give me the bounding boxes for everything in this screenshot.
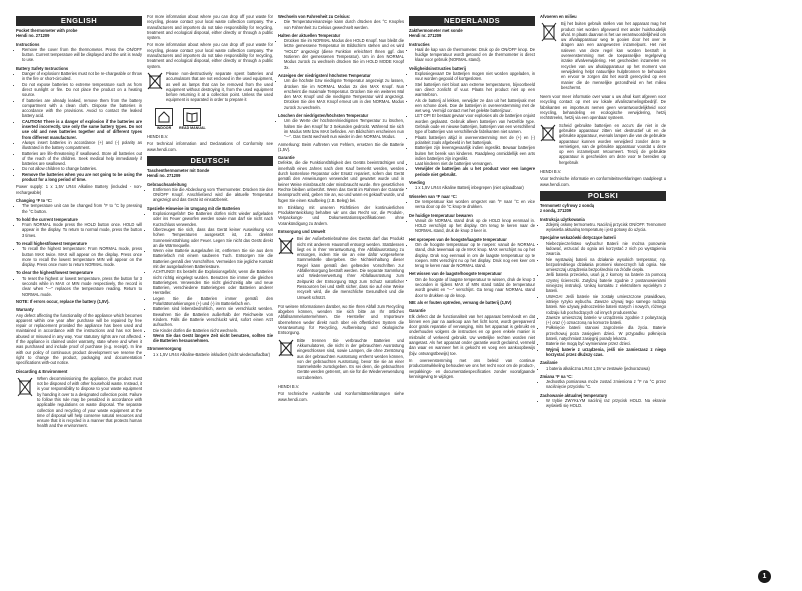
zmiana-list [540, 379, 666, 390]
technical-info: Voor technische informatie en conformiteitsverklaringen raadpleegt u www.hendi.com. [540, 176, 666, 187]
note: NOTE: If errors occur, replace the battery (1,5V). [16, 298, 110, 304]
book-icon [183, 108, 201, 126]
column-4 [409, 14, 535, 381]
list-item: • Stel batterijen niet bloot aan extreme temperaturen, bijvoorbeeld van direct zonlicht of vuur. Plaats het product niet op een warmtebron. [415, 82, 535, 98]
indoor-label: INDOOR [156, 125, 172, 130]
list-item: • W trybie ZWYKŁYM naciśnij raz przycisk HOLD. Na ekranie wyświetli się HOLD. [546, 398, 666, 409]
section-heading: Discarding & Environment [16, 368, 68, 374]
list-item: • Baterie nie mogą być wymieniane przez dzieci. [546, 341, 666, 346]
lang-header-english: ENGLISH [16, 16, 142, 26]
model-number: z sondą, 271209 [540, 208, 572, 214]
section-heading: Zasilanie [540, 360, 558, 366]
section-heading: Halten der aktuellen Temperatur [278, 32, 341, 38]
section-heading: Instructies [409, 41, 430, 47]
wissen-list [409, 277, 535, 298]
list-item: • CAUTION! There is a danger of explosion if the batteries are inserted incorrectly. Use only the same battery types. Do not use old and new batteries together and of different types from different manufacturer. [22, 119, 142, 140]
crossed-bin-icon [278, 338, 294, 358]
list-item: • Haal de kap van de thermometer. Druk op de ON/OFF knop. De huidige temperatuur wordt getoond en de thermometer is direct klaar voor gebruik (NORMAL stand). [415, 47, 535, 63]
disposal-text-3: For more information about where you can drop off your waste for recycling, please contact your local waste collection company. The manufacturers and importers do not take responsibility for recycling, treatment and ecological disposal, either directly or through a public system. [147, 42, 273, 69]
list-item: • Entfernen Sie die Abdeckung vom Thermometer. Drücken Sie den ON/OFF Knopf. Anschließend wird die aktuelle Temperatur angezeigt und das Gerät ist einsatzbereit. [153, 187, 273, 203]
disposal-text: Bei der Außerbetriebnahme des Geräts darf das Produkt nicht mit anderem Hausmüll entsorgt werden. Stattdessen liegt es in Ihrer Verantwortung, Ihre Abfallausrüstung zu entsorgen, indem Sie sie an eine dafür vorgesehene Sammelstelle übergeben. Die Nichteinhaltung dieser Regel kann gemäß den geltenden Vorschriften zur Abfallentsorgung bestraft werden. Die separate Sammlung und Wiederverwertung Ihrer Abfallausrüstung zum Zeitpunkt der Entsorgung trägt zum Schutz natürlicher Ressourcen bei und stellt sicher, dass sie auf eine Weise recycelt wird, die die menschliche Gesundheit und die Umwelt schützt. [297, 236, 404, 300]
list-item: • The temperature unit can be changed from °F to °C by pressing the °C button. [22, 203, 142, 214]
section-heading: Wechseln von Fahrenheit zu Celsius: [278, 14, 351, 19]
column-1 [16, 14, 142, 433]
list-item: • 1 bateria alkaliczna LR44 1,5V w zestawie (jednorazowa) [546, 366, 666, 371]
list-item: • Die Temperatureinanzeige kann durch drücken des °C Knopfes von Fahrenheit zu Celsius gewechselt werden. [284, 19, 404, 30]
list-item: • Legen Sie die Batterien immer gemäß den Polaritätsmarkierungen (+) und (-) im Batteriefach ein. [153, 296, 273, 307]
list-item: • Zawsze umieszczaj baterie w urządzeniu zgodnie z polaryzacją (+) oraz (-) oznaczoną na komorze baterii. [546, 315, 666, 326]
section-heading: Gebrauchsanleitung [147, 181, 187, 187]
section-heading: Wisselen van °F naar °C: [409, 193, 458, 199]
list-item: • Um die Werte der höchsten/niedrigsten Temperatur zu löschen, halten Sie den Knopf für 3 Sekunden gedrückt. Während Sie sich im Modus MIN bzw MAX befinden. Am Bildschirm erscheinen nun "---". Das Gerät wechselt nun wieder in den NORMAL Modus. [284, 118, 404, 139]
list-item: • Do not allow children to change batteries. [22, 166, 142, 171]
list-item: • Laat kinderen niet de batterijen vervangen. [415, 161, 535, 166]
warranty-text-2: Im Einklang mit unseren Richtlinien der kontinuierlichen Produktentwicklung behalten wir uns das Recht vor, die Produkt-, Verpackungs- und Dokumentationsspezifikationen ohne Vorankündigung zu ändern. [278, 204, 404, 226]
oproepen-list [409, 242, 535, 268]
section-heading: Veiligheidsinstructies batterij [409, 65, 466, 71]
model-number: Hendi no. 271209 [147, 173, 181, 179]
technical-info: For technical information and Declarations of Conformity see www.hendi.com. [147, 141, 273, 152]
section-heading: Stromversorgung [147, 346, 182, 352]
vast-list [409, 218, 535, 234]
power-supply: Power supply: 1 x 1,5V LR44 Alkaline Battery (included - non-rechargeable) [16, 184, 142, 195]
list-item: • Jeśli bateria przecieka, usuń ją z komory na baterie za pomocą czystej ściereczki. Zutylizuj baterie zgodnie z postanowieniami niniejszej instrukcji. Unikaj kontaktu z elektrolitem wyciekłym z baterii. [546, 272, 666, 293]
zachowanie-list [540, 398, 666, 409]
list-item: • Zdejmij osłonę termometru. Naciśnij przycisk ON/OFF. Termometr wyświetla aktualną temperaturę i jest gotowy do użycia. [546, 222, 666, 233]
list-item: • Wyjmij baterie z urządzenia, jeśli nie zamierzasz z niego korzystać przez dłuższy czas. [546, 347, 666, 358]
section-heading: Garantie [278, 155, 295, 161]
section-heading: Het oproepen van de hoogste/laagste temperatuur [409, 236, 507, 242]
section-heading: Specjalne wskazówki dotyczące baterii [540, 235, 616, 241]
section-heading: Entsorgung und Umwelt [278, 228, 326, 234]
list-item: • Batterien sind lebensbedrohlich, wenn sie verschluckt werden. Bewahren Sie die Batterien außerhalb der Reichweite von Kindern. Falls die Batterie verschluckt wird, sofort einen Arzt aufsuchen. [153, 306, 273, 327]
model-number: Hendi no. 271209 [16, 33, 50, 39]
list-item: • Die Kinder dürfen die Batterien nicht wechseln. [153, 328, 273, 333]
section-heading: Zmiana °F na °C: [540, 373, 573, 379]
list-item: • Batteries are life-threatening if swallowed. Store all batteries out of the reach of the children. Seek medical help immediately if batteries are swallowed. [22, 151, 142, 167]
list-item: • Plaats batterijen altijd in overeenstemming met de (+) en (-) polariteit zoals afgebeeld in het batterijvak. [415, 135, 535, 146]
product-title: Taschenthermometer mit Sonde [147, 167, 210, 173]
list-item: • Überzeugen Sie sich, dass das Gerät keiner Auswirkung von hohen Temperaturen ausgesetzt ist, z.B. direkter Sonneneinstrahlung oder Feuer. Legen Sie nicht das Gerät direkt an die Wärmequelle. [153, 227, 273, 248]
disposal-text: Bij het buiten gebruik stellen van het apparaat mag het product niet worden afgevoerd met ander huishoudelijk afval. In plaats daarvan is het uw verantwoordelijkheid om uw afvalapparatuur weg te gooien door het over te dragen aan een aangewezen inzamelpunt. Het niet naleven van deze regel kan worden bestraft in overeenstemming met de toepasselijke regelgeving inzake afvalverwijdering. Het gescheiden inzamelen en recyclen van uw afvalapparatuur op het moment van verwijdering helpt natuurlijke hulpbronnen te behouden en ervoor te zorgen dat het wordt gerecycled op een manier die de menselijke gezondheid en het milieu beschermt. [561, 21, 666, 90]
list-item: • Danger of explosion! Batteries must not be re-chargeable or throw in the fire or short-circuited. [22, 71, 142, 82]
battery-disposal-block [278, 338, 404, 382]
list-item: • Verwijder de batterijen als u het product voor een langere periode niet gebruikt. [415, 166, 535, 177]
model-number: Hendi nr. 271209 [409, 33, 442, 39]
anzeigen-list [278, 78, 404, 110]
section-heading: To hold the current temperature [16, 216, 78, 222]
section-heading: Löschen der niedrigsten/höchsten Temperatur [278, 113, 369, 119]
read-manual-label: READ MANUAL [179, 125, 206, 130]
company-name: HENDI B.V. [278, 384, 300, 389]
read-manual-icon-box [179, 108, 206, 131]
section-heading: Battery Safety Instructions [16, 65, 69, 71]
crossed-bin-icon [540, 21, 558, 43]
product-title: Termometr cyfrowy z sondą [540, 202, 595, 208]
power-list [147, 352, 273, 357]
list-item: • 1 x 1,5V LR44 Alkaline Batterij inbegrepen (niet oplaadbaar) [415, 185, 535, 190]
lang-header-deutsch: DEUTSCH [147, 156, 273, 166]
wechsel-list [278, 19, 404, 30]
disposal-block [278, 236, 404, 302]
list-item: • Do not expose batteries to extreme temperature such as from direct sunlight or fire. Do not place the product on a heating source. [22, 82, 142, 98]
recall-list [16, 246, 142, 267]
section-heading: Changing °F to °C: [16, 197, 53, 203]
list-item: • To recall the highest temperature: From NORMAL mode, press button MAX twice. MAX will appear on the display. Press once more to recall the lowest temperature MIN will appear on the display. Press once more to return NORMAL mode. [22, 246, 142, 267]
disposal-text: When decommissioning the appliance, the product must not be disposed of with other household waste. Instead, it is your responsibility to dispose to your waste equipment by handing it over to a designated collection point. Failure to follow this rule may be penalized in accordance with applicable regulations on waste disposal. The separate collection and recycling of your waste equipment at the time of disposal will help conserve natural resources and ensure that it is recycled in a manner that protects human health and the environment. [37, 375, 142, 429]
column-5 [540, 14, 666, 411]
disposal-block [16, 376, 142, 431]
section-heading: Voeding [409, 180, 425, 186]
halten-list [278, 38, 404, 70]
list-item: • Połknięcie baterii stanowi zagrożenie dla życia. Baterie przechowuj poza zasięgiem dzieci. W przypadku połknięcia baterii, natychmiast zasięgnij porady lekarza. [546, 325, 666, 341]
crossed-bin-icon [278, 236, 294, 256]
list-item: • Jednostka pomiarowa może zostać zmieniona z °F na °C przez naciśnięcie przycisku °C. [546, 379, 666, 390]
note: NB: als er fouten optreden, vervang de batterij (1,5V) [409, 299, 512, 305]
battery-disposal-text: Please non-destructively separate spent batteries and accumulators that are not enclosed in the used equipment, as well as lamps that can be removed from the used equipment without destroying it, from the used equipment before returning it at a collection point. Unless the used equipment is separated in order to prepare it [166, 70, 273, 103]
column-2 [147, 14, 273, 359]
section-heading: Zachowanie aktualnej temperatury [540, 392, 608, 398]
section-heading: Het wissen van de laagste/hoogste temperatuur [409, 271, 502, 277]
indoor-icon-box [155, 108, 173, 131]
list-item: • Remove the batteries when you are not going to be using the product for a long period of time. [22, 172, 142, 183]
section-heading: Garantie [409, 308, 426, 314]
zasilanie-list [540, 366, 666, 371]
instructions-list [409, 47, 535, 63]
change-list [16, 203, 142, 214]
list-item: • If batteries are already leaked, remove them from the battery compartment with a clean cloth. Dispose the batteries in accordance with the provisions. Avoid to contact the leaked battery acid. [22, 98, 142, 119]
section-heading: De huidige temperatuur bewaren [409, 212, 473, 218]
note: Anmerkung: Beim Auftreten von Fehlern, ersetzen Sie die Batterie (1,5V). [278, 141, 404, 152]
hold-list [16, 222, 142, 238]
usage-icons [155, 108, 273, 131]
instructions-list [540, 222, 666, 233]
crossed-bin-icon [540, 123, 556, 143]
list-item: • LET OP! Er bestaat gevaar voor explosies als de batterijen onjuist worden geplaatst. Gebruik alleen batterijen van hetzelfde type. Gebruik oude en nieuwe batterijen, batterijen van een verschillend type of batterijen van verschillende fabrikanten niet samen. [415, 113, 535, 134]
product-title: Zakthermometer met sonde [409, 28, 463, 33]
crossed-bin-icon [147, 71, 163, 91]
section-heading: To clear the highest/lowest temperature [16, 270, 94, 276]
battery-safety-list [409, 71, 535, 177]
list-item: • Always insert batteries in accordance (+) and (-) polarity as illustrated in the battery compartment. [22, 140, 142, 151]
list-item: • Um die höchste bzw niedrigste Temperatur angezeigt zu lassen, drücken Sie im NORMAL Modus 2x den MAX Knopf. Nun erscheint die maximale Temperatur. Drücken Sie ein weiteres Mal den MAX Knopf und die niedrigste Temperatur wird angezeigt. Drücken Sie den MAX Knopf erneut um in den NORMAL Modus zurück zu wechseln. [284, 78, 404, 110]
section-heading: Anzeigen der niedrigsten/ höchsten Temperatur [278, 72, 371, 78]
list-item: • To reset the highest or lowest temperature, press the button for 3 seconds while in MAX or MIN mode respectively, the record is clear when "---" replaces the temperature reading. Return to NORMAL mode. [22, 276, 142, 297]
loschen-list [278, 118, 404, 139]
instructions-list [16, 47, 142, 63]
column-3 [278, 14, 404, 404]
company-name: HENDI B.V. [540, 169, 562, 175]
disposal-text-2: Neem voor meer informatie over waar u uw afval kunt afgeven voor recycling contact op met uw lokale afvalinzamelingsbedrijf. De fabrikanten en importeurs nemen geen verantwoordelijkheid voor recycling, behandeling en ecologische verwijdering, hetzij rechtstreeks, hetzij via een openbaar systeem. [540, 94, 666, 121]
disposal-text-2: Für weitere Informationen darüber, wo Sie Ihren Abfall zum Recycling abgeben können, wenden Sie sich bitte an Ihr örtliches Abfallsammelunternehmen. Die Hersteller und Importeure übernehmen weder direkt noch über ein öffentliches System die Verantwortung für Recycling, Aufbereitung und ökologische Entsorgung. [278, 303, 404, 336]
battery-disposal-block [147, 71, 273, 105]
company-name: HENDI B.V. [147, 134, 169, 140]
crossed-bin-icon [16, 376, 34, 398]
list-item: • Als de batterij al lekken, verwijder ze dan uit het batterijvak met een schone doek. Doe de batterijen in overeenstemming met de wet weg. Vermijd contact met het gelekte batterijzuur. [415, 98, 535, 114]
technical-info: Für technische Auskünfte und Konformitätserklärungen siehe www.hendi.com. [278, 391, 404, 402]
battery-disposal-text: Scheid gebruikte batterijen en accu's die niet in de gebruikte apparatuur zitten niet destructief uit en de gebruikte apparatuur, evenals lampen die van de gebruikte apparatuur kunnen worden verwijderd zonder deze te vernietigen, van de gebruikte apparatuur voordat u deze op een inzamelpunt retourneert. Tenzij de gebruikte apparatuur is gescheiden om deze voor te bereiden op hergebruik [559, 122, 666, 165]
warranty-text: Elk defect dat de functionaliteit van het apparaat beïnvloedt en dat binnen een jaar na aankoop aan het licht komt, wordt gerepareerd door gratis reparatie of vervanging, mits het apparaat is gebruikt en onderhouden volgens de instructies en op geen enkele manier is misbruikt of verkeerd gebruikt. Uw wettelijke rechten worden niet aangetast. Als het apparaat onder garantie wordt geclaimd, vermeld dan waar en wanneer het is gekocht en voeg een aankoopbewijs (bijv. ontvangstbewijs) toe. [409, 313, 535, 356]
product-title: Pocket thermometer with probe [16, 28, 78, 33]
wissel-list [409, 199, 535, 210]
list-item: • Wenn eine Batterie ausgelaufen ist, entfernen Sie sie aus dem Batteriefach mit einem sauberen Tuch. Entsorgen Sie die Batterien gemäß den Vorschriften. Vermeiden Sie jegliche Kontakt mit der ausgelaufenen Batteriesäure. [153, 248, 273, 269]
lang-header-polski: POLSKI [540, 191, 666, 201]
warranty-text-2: In overeenstemming met ons beleid van continue productontwikkeling behouden we ons het recht voor om de product-, verpakkings- en documentatiespecificaties zonder voorafgaande kennisgeving te wijzigen. [409, 357, 535, 379]
warranty-text: Any defect affecting the functionality of the appliance which becomes apparent within one year after purchase will be repaired by free repair or replacement provided the appliance has been used and maintained in accordance with the instructions and has not been abused or misused in any way. Your statutory rights are not affected. If the appliance is claimed under warranty, state where and when it was purchased and include proof of purchase (e.g. receipt). In line with our policy of continuous product development we reserve the right to change the product, packaging and documentation specifications with-out notice. [16, 312, 142, 366]
instructions-list [147, 187, 273, 203]
house-icon [155, 108, 173, 126]
list-item: • Wenn Sie das Gerät längere Zeit nicht benutzen, sollten Sie die Batterien herausnehmen. [153, 333, 273, 344]
list-item: • ACHTUNG!! Es besteht die Explosionsgefahr, wenn die Batterien nicht richtig eingelegt wurden. Benutzen Sie immer die gleichen Batterietypen. Verwenden Sie nicht gleichzeitig alte und neue Batterien, verschiedene Batterietypen oder Batterien anderer Hersteller. [153, 269, 273, 295]
list-item: • Explosiegevaar! De batterijen mogen niet worden opgeladen, in vuur worden gegooid of kortgesloten. [415, 71, 535, 82]
list-item: • Om de hoogste of laagste temperatuur te wissen, druk de knop 3 seconden in tijdens MAX of MIN stand totdat de temperatuur wordt gewist en "---" verschijnt. Ga terug naar NORMAL stand door te drukken op de knop. [415, 277, 535, 298]
list-item: • Explosionsgefahr! Die Batterien dürfen nicht wieder aufgeladen oder ins Feuer geworfen werden sowie man darf sie nicht nach Kurzschluss verwenden. [153, 211, 273, 227]
battery-safety-list [16, 71, 142, 182]
voeding-list [409, 185, 535, 190]
section-heading: Warranty [16, 307, 34, 313]
list-item: • From NORMAL mode press the HOLD button once. HOLD will appear in the display. To return to normal mode, press the button 3 times. [22, 222, 142, 238]
list-item: • Drücken Sie im NORMAL Modus den HOLD Knopf. Nun bleibt die letzte gemessene Temperatur im Bildschirm stehen und es wird "HOLD" angezeigt (diese Funktion erleichtert Ihnen ggf. das Notieren der gemessenen Temperatur). Um in den NORMAL Modus zurück zu wechseln drücken Sie im HOLD MODE Knopf 3x. [284, 38, 404, 70]
disposal-text-2: For more information about where you can drop off your waste for recycling, please contact your local waste collection company. The manufacturers and importers do not take responsibility for recycling, treatment and ecological disposal, either directly or through a public system. [147, 14, 273, 41]
list-item: • Nie wystawiaj baterii na działanie wysokich temperatur, np. bezpośredniego działania promieni słonecznych lub ognia. Nie umieszczaj urządzenia bezpośrednio na źródle ciepła. [546, 257, 666, 273]
section-heading: Afvoeren en milieu [540, 14, 577, 19]
section-heading: Spezielle Hinweise im Umgang mit die Batterien [147, 205, 241, 211]
section-heading: To recall highest/lowest temperature [16, 240, 87, 246]
lang-header-nederlands: NEDERLANDS [409, 16, 535, 26]
battery-disposal-text: Bitte trennen Sie verbrauchte Batterien und Akkumulatoren, die nicht in der gebrauchten Ausrüstung eingeschlossen sind, sowie Lampen, die ohne Zerstörung aus der gebrauchten Ausrüstung entfernt werden können, von der gebrauchten Ausrüstung, bevor Sie sie an einer Sammelstelle zurückgeben. Es sei denn, die gebrauchten Geräte werden getrennt, um sie für die Wiederverwendung vorzubereiten. [297, 337, 404, 380]
list-item: • 1 x 1,5V LR44 Alkaline-Batterie inkludiert (nicht wiederaufladbar) [153, 352, 273, 357]
page-number: 1 [758, 570, 771, 583]
warranty-text: Defekte, die die Funktionsfähigkeit des Geräts beeinträchtigen und innerhalb eines Jahres nach dem Kauf bemerkt werden, werden durch kostenlose Reparatur oder Ersatz repariert, sofern das Gerät gemäß den Anweisungen verwendet und gewartet wurde und in keiner Weise missbraucht oder missbraucht wurde. Ihre gesetzlichen Rechte bleiben unberührt. Wenn das Gerät im Rahmen der Garantie beansprucht wird, geben Sie an, wo und wann es gekauft wurde, und fügen Sie einen Kaufbeleg (z.B. Beleg) bei. [278, 160, 404, 203]
list-item: • Vanuit de NORMAL stand druk op de HOLD knop eenmaal in. HOLD verschijnt op het display. Om terug te keren naar de NORMAL stand, druk de knop 3 keer in. [415, 218, 535, 234]
clear-list [16, 276, 142, 297]
disposal-block [540, 21, 666, 92]
list-item: • Niebezpieczeństwo wybuchu! Baterii nie można ponownie ładować, wrzucać do ognia ani korzystać z nich po wystąpieniu zwarcia. [546, 241, 666, 257]
list-item: • Remove the cover from the thermometer. Press the ON/OFF button. Current temperature will be displayed and the unit is ready to use. [22, 47, 142, 63]
list-item: • Om de hoogste temperatuur op te roepen: vanuit de NORMAL stand, druk tweemaal op de MAX knop. MAX verschijnt nu op het display. Druk nog eenmaal in om de laagste temperatuur op te roepen. MIN verschijnt nu op het display. Druk nog een keer om terug te keren naar de NORMAL stand. [415, 242, 535, 268]
battery-disposal-block [540, 123, 666, 167]
list-item: • De temperatuur kan worden omgezet van °F naar °C en vice versa door op de °C knop te drukken. [415, 199, 535, 210]
list-item: • Batterijen zijn levensgevaarlijk indien ingeslikt. Bewaar batterijen buiten het bereik van kinderen. Raadpleeg onmiddellijk een arts indien batterijen zijn ingeslikt. [415, 145, 535, 161]
battery-safety-list [540, 241, 666, 358]
battery-safety-list [147, 211, 273, 343]
section-heading: Instructions [16, 41, 40, 47]
section-heading: Instrukcja użytkowania [540, 216, 585, 222]
list-item: • UWAGA! Jeśli baterie nie zostały umieszczone prawidłowo, istnieje ryzyko wybuchu. Zawsze używaj tego samego rodzaju baterii. Nie używaj jednocześnie baterii starych i nowych, różnego rodzaju lub pochodzących od innych producentów. [546, 294, 666, 315]
